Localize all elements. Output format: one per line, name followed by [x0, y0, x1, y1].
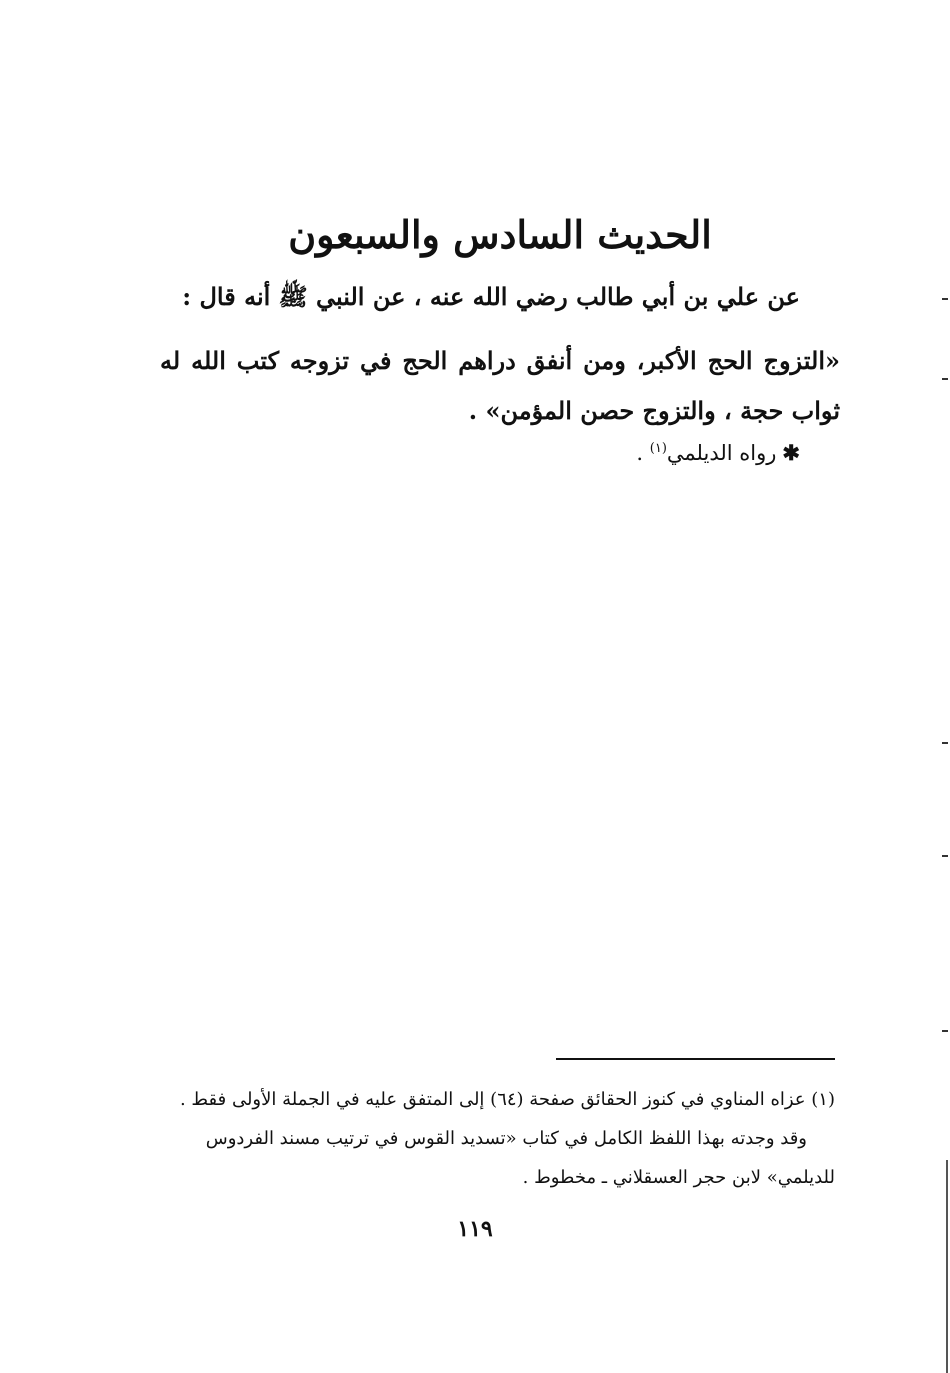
scan-mark [942, 855, 948, 857]
footnote-line: وقد وجدته بهذا اللفظ الكامل في كتاب «تسديد القوس في ترتيب مسند الفردوس [205, 1128, 807, 1149]
footnotes [155, 1080, 835, 1197]
source-text: رواه الديلمي [666, 441, 777, 465]
chapter-title: الحديث السادس والسبعون [288, 212, 712, 257]
source-end: . [636, 441, 650, 465]
footnote-separator [556, 1058, 835, 1060]
footnote-reference: (١) [649, 441, 667, 456]
scan-mark [942, 298, 948, 300]
hadith-introduction: عن علي بن أبي طالب رضي الله عنه ، عن النبي ﷺ أنه قال : [182, 282, 800, 311]
footnote-line: (١) عزاه المناوي في كنوز الحقائق صفحة (٦٤) إلى المتفق عليه في الجملة الأولى فقط . [179, 1089, 835, 1110]
scan-mark [942, 742, 948, 744]
hadith-text: «التزوج الحج الأكبر، ومن أنفق دراهم الحج في تزوجه كتب الله له ثواب حجة ، والتزوج حصن المؤمن» . [160, 346, 840, 425]
asterisk-icon: ✱ [782, 440, 800, 465]
hadith-source [300, 440, 800, 465]
scan-mark [942, 378, 948, 380]
page-number: ١١٩ [457, 1216, 493, 1242]
scan-edge [946, 1160, 948, 1373]
footnote-line: للديلمي» لابن حجر العسقلاني ـ مخطوط . [522, 1167, 835, 1188]
scan-mark [942, 1030, 948, 1032]
